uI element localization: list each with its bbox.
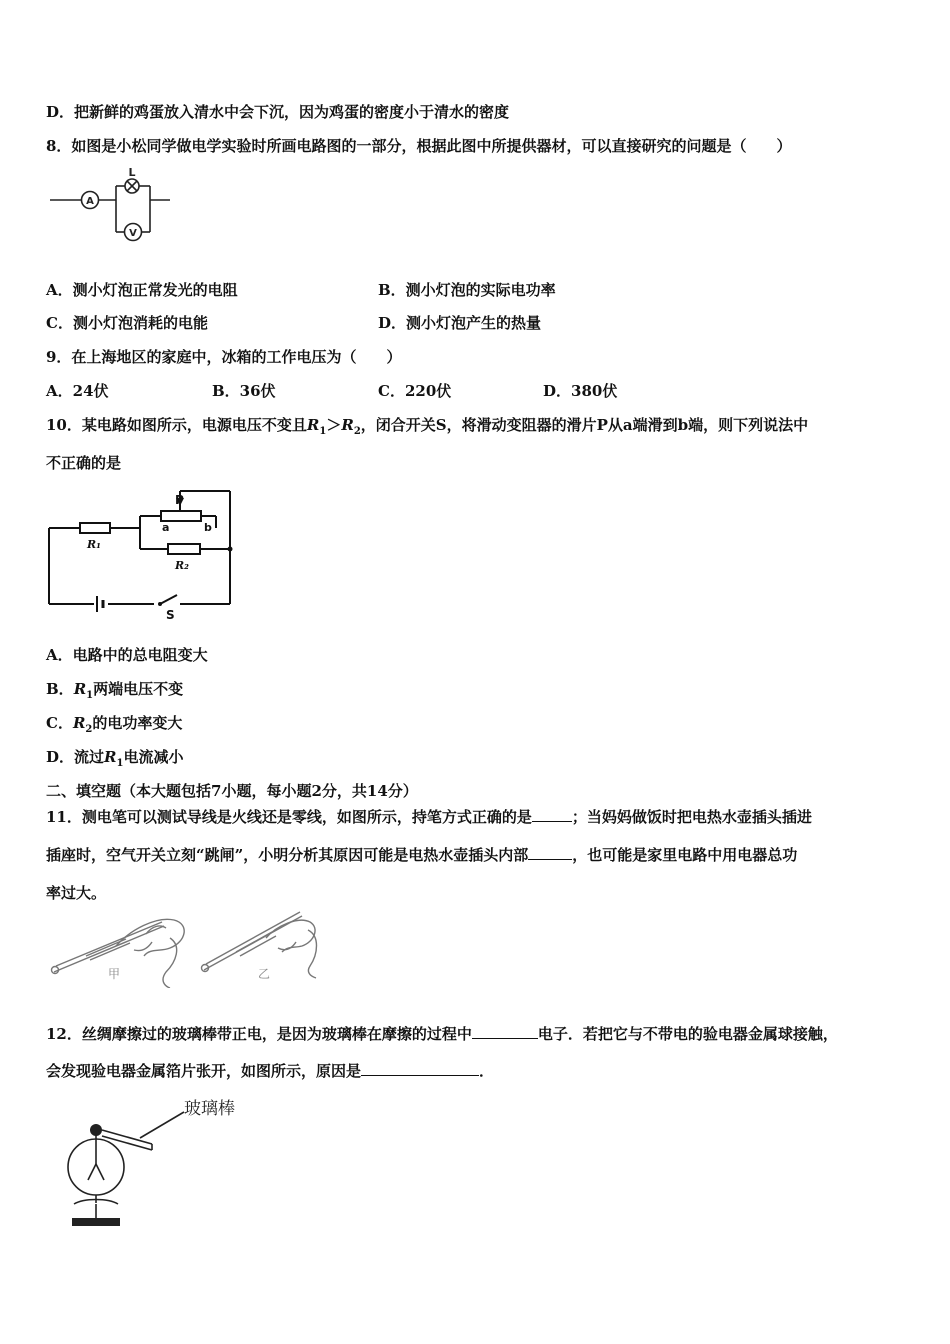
q12-line1 (46, 1024, 838, 1044)
q11-line1-a: 11．测电笔可以测试导线是火线还是零线，如图所示，持笔方式正确的是 (46, 808, 532, 826)
q12-electroscope-figure (60, 1092, 260, 1232)
q10-fig-slider-label: P (175, 493, 184, 507)
q10-option-c-post: 的电功率变大 (92, 714, 183, 732)
q11-line1-b: ；当妈妈做饭时把电热水壶插头插进 (571, 808, 812, 826)
q9-stem: 9．在上海地区的家庭中，冰箱的工作电压为（ ） (46, 348, 402, 366)
q11-line2-b: ，也可能是家里电路中用电器总功 (572, 846, 798, 864)
q10-option-c-pre: C． (46, 714, 73, 732)
q10-stem-gt: ＞ (326, 416, 342, 434)
q8-ammeter-label: A (86, 196, 94, 207)
q12-line1-a: 12．丝绸摩擦过的玻璃棒带正电，是因为玻璃棒在摩擦的过程中 (46, 1025, 472, 1043)
q10-stem-r1: R (306, 416, 320, 434)
q9-option-c: C．220伏 (378, 382, 452, 400)
q12-line2-a: 会发现验电器金属箔片张开，如图所示，原因是 (46, 1062, 362, 1080)
q12-blank-1[interactable] (472, 1024, 538, 1039)
q10-option-b-var: R (73, 680, 87, 698)
q10-option-d-pre: D．流过 (46, 748, 105, 766)
q11-test-pen-figure (46, 908, 336, 988)
q11-blank-2[interactable] (528, 845, 572, 860)
q8-voltmeter-label: V (129, 228, 137, 239)
q9-option-b: B．36伏 (212, 382, 276, 400)
q10-option-d (46, 747, 183, 774)
q11-line1 (46, 807, 812, 827)
q10-fig-r2-label: R₂ (175, 559, 189, 572)
q10-option-b-post: 两端电压不变 (93, 680, 184, 698)
q10-option-d-sub: 1 (116, 758, 124, 769)
q10-fig-switch-label: S (166, 608, 175, 621)
q12-line2 (46, 1061, 494, 1081)
q10-fig-r1-label: R₁ (87, 538, 101, 551)
q9-option-d: D．380伏 (543, 382, 618, 400)
q11-line2-a: 插座时，空气开关立刻“跳闸”，小明分析其原因可能是电热水壶插头内部 (46, 846, 529, 864)
q7-option-d: D．把新鲜的鸡蛋放入清水中会下沉，因为鸡蛋的密度小于清水的密度 (46, 103, 510, 121)
q10-option-b-sub: 1 (86, 690, 94, 701)
q8-option-d: D．测小灯泡产生的热量 (378, 314, 542, 332)
q10-stem-r2: R (341, 416, 354, 434)
q12-blank-2[interactable] (361, 1061, 479, 1076)
q10-option-d-var: R (104, 748, 117, 766)
q8-option-b: B．测小灯泡的实际电功率 (378, 281, 556, 299)
q10-option-a: A．电路中的总电阻变大 (46, 646, 208, 664)
q11-blank-1[interactable] (532, 807, 572, 822)
q12-line1-b: 电子．若把它与不带电的验电器金属球接触， (537, 1025, 838, 1043)
q8-lamp-label: L (128, 168, 136, 179)
q10-option-b-pre: B． (46, 680, 74, 698)
q10-stem-line2: 不正确的是 (46, 454, 122, 472)
q10-option-c-sub: 2 (85, 724, 93, 735)
q10-stem-r1-sub: 1 (319, 426, 327, 437)
q10-stem-a: 10．某电路如图所示，电源电压不变且 (46, 416, 307, 434)
q10-option-c (46, 713, 182, 740)
q10-circuit-figure (44, 486, 244, 621)
q12-line2-b: ． (479, 1062, 495, 1080)
q11-line3: 率过大。 (46, 884, 107, 902)
section-title-fill-in: 二、填空题（本大题包括7小题，每小题2分，共14分） (46, 782, 418, 800)
q10-stem-b: ，闭合开关S，将滑动变阻器的滑片P从a端滑到b端，则下列说法中 (360, 416, 809, 434)
q8-option-c: C．测小灯泡消耗的电能 (46, 314, 208, 332)
q8-option-a: A．测小灯泡正常发光的电阻 (46, 281, 238, 299)
q11-line2 (46, 845, 797, 865)
q10-option-c-var: R (72, 714, 86, 732)
q10-stem-r2-sub: 2 (353, 426, 361, 437)
q12-fig-rod-label: 玻璃棒 (184, 1099, 235, 1119)
q10-option-d-post: 电流减小 (123, 748, 184, 766)
q11-fig-label-yi: 乙 (258, 967, 271, 981)
q8-circuit-figure (46, 168, 176, 248)
q10-fig-end-a: a (162, 521, 170, 534)
q8-stem: 8．如图是小松同学做电学实验时所画电路图的一部分，根据此图中所提供器材，可以直接研究的问题是（ ） (46, 137, 792, 155)
q11-fig-label-jia: 甲 (108, 967, 121, 981)
q10-fig-end-b: b (204, 521, 212, 534)
q10-option-b (46, 679, 183, 706)
q9-option-a: A．24伏 (46, 382, 109, 400)
q10-stem-line1 (46, 415, 808, 442)
